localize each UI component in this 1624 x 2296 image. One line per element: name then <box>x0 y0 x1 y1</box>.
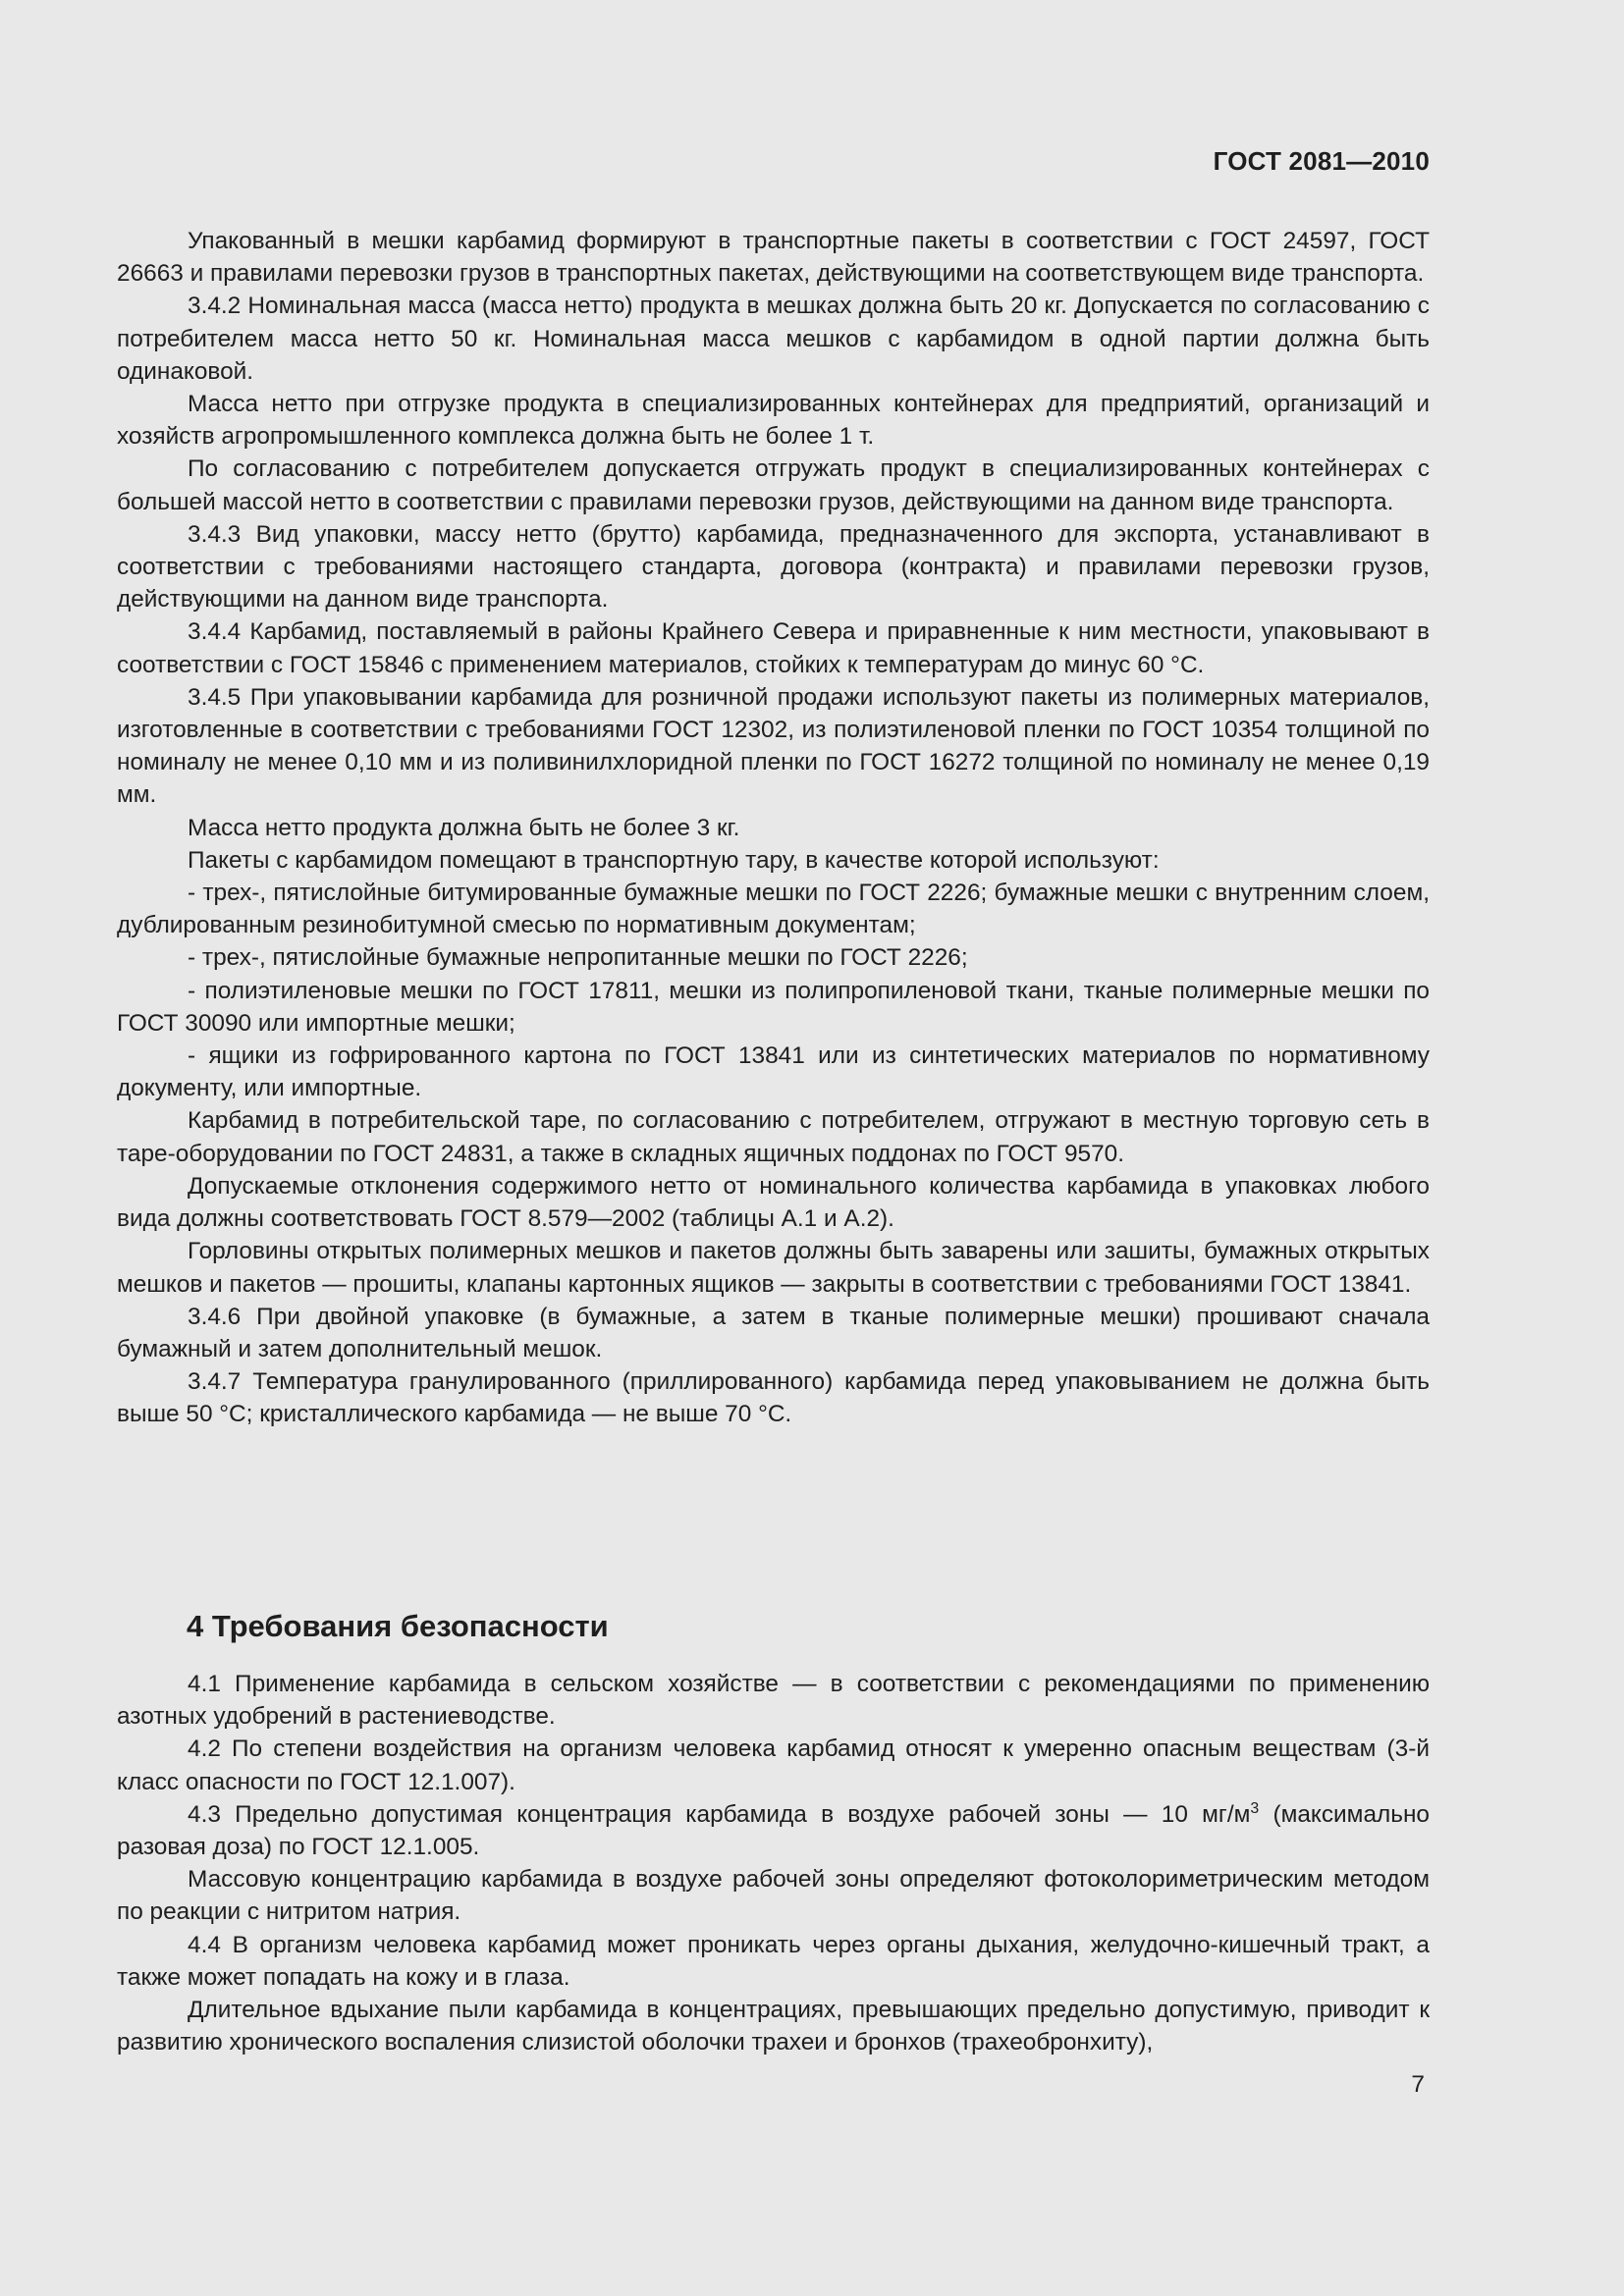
document-header-id: ГОСТ 2081—2010 <box>1213 146 1430 176</box>
paragraph: 4.4 В организм человека карбамид может проникать через органы дыхания, желудочно-кишечный тракт, а также может попадать на кожу и в глаза. <box>117 1931 1430 1991</box>
paragraph: Массовую концентрацию карбамида в воздухе рабочей зоны определяют фотоколориметрическим методом по реакции с нитритом натрия. <box>117 1866 1430 1926</box>
paragraph: 4.1 Применение карбамида в сельском хозяйстве — в соответствии с рекомендациями по применению азотных удобрений в растениеводстве. <box>117 1671 1430 1731</box>
paragraph: Упакованный в мешки карбамид формируют в транспортные пакеты в соответствии с ГОСТ 24597, ГОСТ 26663 и правилами перевозки грузов в транспортных пакетах, действующими на соответствующем виде транспорта. <box>117 228 1430 288</box>
packaging-section-body <box>117 225 1430 1431</box>
paragraph: Горловины открытых полимерных мешков и пакетов должны быть заварены или зашиты, бумажных открытых мешков и пакетов — прошиты, клапаны картонных ящиков — закрыты в соответствии с требованиями ГОСТ 13841. <box>117 1238 1430 1298</box>
paragraph: 3.4.2 Номинальная масса (масса нетто) продукта в мешках должна быть 20 кг. Допускается по согласованию с потребителем масса нетто 50 кг. Номинальная масса мешков с карбамидом в одной партии должна быть одинаковой. <box>117 293 1430 385</box>
paragraph <box>117 1798 1430 1863</box>
paragraph: 3.4.5 При упаковывании карбамида для розничной продажи используют пакеты из полимерных материалов, изготовленные в соответствии с требованиями ГОСТ 12302, из полиэтиленовой пленки по ГОСТ 10354 толщиной по номиналу не менее 0,10 мм и из поливинилхлоридной пленки по ГОСТ 16272 толщиной по номиналу не менее 0,19 мм. <box>117 683 1430 809</box>
paragraph: 3.4.4 Карбамид, поставляемый в районы Крайнего Севера и приравненные к ним местности, упаковывают в соответствии с ГОСТ 15846 с применением материалов, стойких к температурам до минус 60 °С. <box>117 618 1430 678</box>
paragraph: 3.4.6 При двойной упаковке (в бумажные, а затем в тканые полимерные мешки) прошивают сначала бумажный и затем дополнительный мешок. <box>117 1303 1430 1362</box>
list-item: - трех-, пятислойные бумажные непропитанные мешки по ГОСТ 2226; <box>188 944 968 972</box>
paragraph: Масса нетто при отгрузке продукта в специализированных контейнерах для предприятий, организаций и хозяйств агропромышленного комплекса должна быть не более 1 т. <box>117 391 1430 451</box>
section-heading: 4 Требования безопасности <box>187 1609 609 1643</box>
paragraph: Длительное вдыхание пыли карбамида в концентрациях, превышающих предельно допустимую, приводит к развитию хронического воспаления слизистой оболочки трахеи и бронхов (трахеобронхиту), <box>117 1997 1430 2056</box>
superscript: 3 <box>1250 1799 1260 1817</box>
paragraph: 4.2 По степени воздействия на организм человека карбамид относят к умеренно опасным веществам (3-й класс опасности по ГОСТ 12.1.007). <box>117 1735 1430 1795</box>
text-span: 4.3 Предельно допустимая концентрация карбамида в воздухе рабочей зоны — 10 мг/м <box>188 1800 1251 1828</box>
paragraph: Пакеты с карбамидом помещают в транспортную тару, в качестве которой используют: <box>188 846 1160 874</box>
paragraph: Карбамид в потребительской таре, по согласованию с потребителем, отгружают в местную торговую сеть в таре-оборудовании по ГОСТ 24831, а также в складных ящичных поддонах по ГОСТ 9570. <box>117 1107 1430 1167</box>
safety-section-body <box>117 1668 1430 2058</box>
paragraph: 3.4.7 Температура гранулированного (приллированного) карбамида перед упаковыванием не должна быть выше 50 °С; кристаллического карбамида — не выше 70 °С. <box>117 1368 1430 1428</box>
paragraph: Допускаемые отклонения содержимого нетто от номинального количества карбамида в упаковках любого вида должны соответствовать ГОСТ 8.579—2002 (таблицы А.1 и А.2). <box>117 1172 1430 1233</box>
list-item: - трех-, пятислойные битумированные бумажные мешки по ГОСТ 2226; бумажные мешки с внутренним слоем, дублированным резинобитумной смесью по нормативным документам; <box>117 880 1430 939</box>
paragraph: Масса нетто продукта должна быть не более 3 кг. <box>188 814 740 841</box>
page-number: 7 <box>1411 2071 1425 2098</box>
text-span: (максимально разовая доза) по ГОСТ 12.1.005. <box>117 1800 1430 1861</box>
paragraph: 3.4.3 Вид упаковки, массу нетто (брутто) карбамида, предназначенного для экспорта, устанавливают в соответствии с требованиями настоящего стандарта, договора (контракта) и правилами перевозки грузов, действующими на данном виде транспорта. <box>117 520 1430 614</box>
list-item: - ящики из гофрированного картона по ГОСТ 13841 или из синтетических материалов по нормативному документу, или импортные. <box>117 1042 1430 1102</box>
paragraph: По согласованию с потребителем допускается отгружать продукт в специализированных контейнерах с большей массой нетто в соответствии с правилами перевозки грузов, действующими на данном виде транспорта. <box>117 455 1430 515</box>
list-item: - полиэтиленовые мешки по ГОСТ 17811, мешки из полипропиленовой ткани, тканые полимерные мешки по ГОСТ 30090 или импортные мешки; <box>117 977 1430 1037</box>
